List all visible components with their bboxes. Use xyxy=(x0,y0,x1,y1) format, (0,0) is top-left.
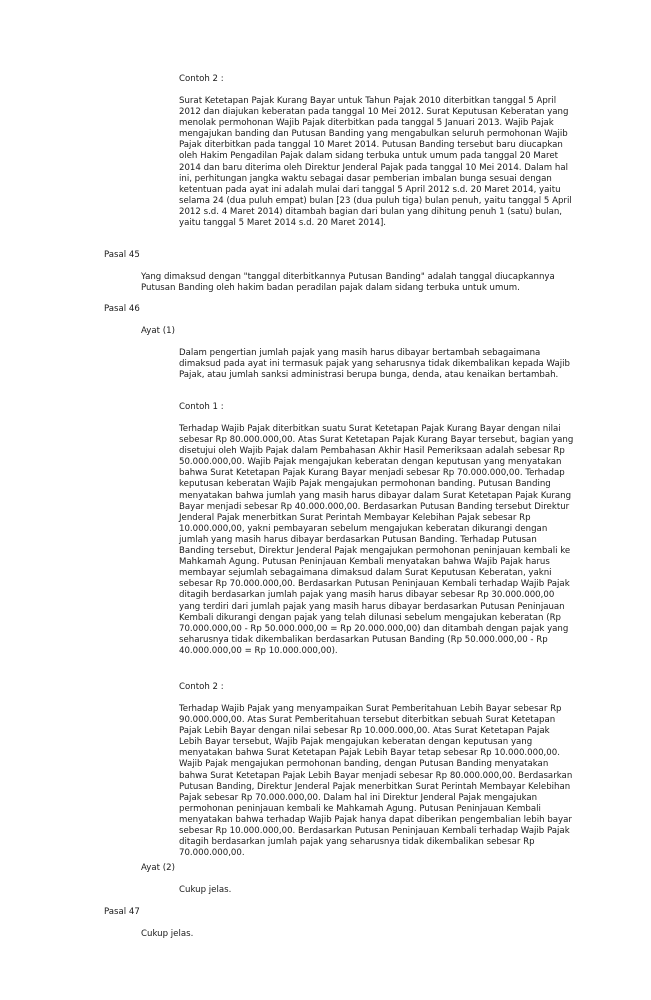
pasal-47-paragraph: Cukup jelas. xyxy=(141,929,194,939)
pasal-47-heading: Pasal 47 xyxy=(104,907,140,917)
pasal-45-paragraph: Yang dimaksud dengan "tanggal diterbitkannya Putusan Banding" adalah tanggal diucapkannya Putusan Banding oleh hakim badan peradilan pajak dalam sidang terbuka untuk umum. xyxy=(141,272,555,294)
ayat-1-paragraph: Dalam pengertian jumlah pajak yang masih harus dibayar bertambah sebagaimana dimaksud pada ayat ini termasuk pajak yang seharusnya tidak dikembalikan kepada Wajib Pajak, atau jumlah sanksi administrasi berupa bunga, denda, atau kenaikan bertambah. xyxy=(179,348,570,381)
pasal-45-heading: Pasal 45 xyxy=(104,250,140,260)
ayat-2-paragraph: Cukup jelas. xyxy=(179,885,232,895)
contoh-2-paragraph: Surat Ketetapan Pajak Kurang Bayar untuk Tahun Pajak 2010 diterbitkan tanggal 5 April 2012 dan diajukan keberatan pada tanggal 10 Mei 2012. Surat Keputusan Keberatan yang menolak permohonan Wajib Pajak diterbitkan pada tanggal 5 Januari 2013. Wajib Pajak mengajukan banding dan Putusan Banding yang mengabulkan seluruh permohonan Wajib Pajak diterbitkan pada tanggal 10 Maret 2014. Putusan Banding tersebut baru diucapkan oleh Hakim Pengadilan Pajak dalam sidang terbuka untuk umum pada tanggal 20 Maret 2014 dan baru diterima oleh Direktur Jenderal Pajak pada tanggal 10 Mei 2014. Dalam hal ini, perhitungan jangka waktu sebagai dasar pemberian imbalan bunga sesuai dengan ketentuan pada ayat ini adalah mulai dari tanggal 5 April 2012 s.d. 20 Maret 2014, yaitu selama 24 (dua puluh empat) bulan [23 (dua puluh tiga) bulan penuh, yaitu tanggal 5 April 2012 s.d. 4 Maret 2014) ditambah bagian dari bulan yang dihitung penuh 1 (satu) bulan, yaitu tanggal 5 Maret 2014 s.d. 20 Maret 2014]. xyxy=(179,96,572,229)
contoh-2-label: Contoh 2 : xyxy=(179,74,224,84)
contoh-2-paragraph: Terhadap Wajib Pajak yang menyampaikan Surat Pemberitahuan Lebih Bayar sebesar Rp 90.000.000,00. Atas Surat Pemberitahuan tersebut diterbitkan sebuah Surat Ketetapan Pajak Lebih Bayar dengan nilai sebesar Rp 10.000.000,00. Atas Surat Ketetapan Pajak Lebih Bayar tersebut, Wajib Pajak mengajukan keberatan dengan keputusan yang menyatakan bahwa Surat Ketetapan Pajak Lebih Bayar tetap sebesar Rp 10.000.000,00. Wajib Pajak mengajukan permohonan banding, dengan Putusan Banding menyatakan bahwa Surat Ketetapan Pajak Lebih Bayar menjadi sebesar Rp 80.000.000,00. Berdasarkan Putusan Banding, Direktur Jenderal Pajak menerbitkan Surat Perintah Membayar Kelebihan Pajak sebesar Rp 70.000.000,00. Dalam hal ini Direktur Jenderal Pajak mengajukan permohonan peninjauan kembali ke Mahkamah Agung. Putusan Peninjauan Kembali menyatakan bahwa terhadap Wajib Pajak hanya dapat diberikan pengembalian lebih bayar sebesar Rp 10.000.000,00. Berdasarkan Putusan Peninjauan Kembali terhadap Wajib Pajak ditagih berdasarkan jumlah pajak yang seharusnya tidak dikembalikan sebesar Rp 70.000.000,00. xyxy=(179,704,573,859)
contoh-2-label: Contoh 2 : xyxy=(179,682,224,692)
ayat-2-label: Ayat (2) xyxy=(141,863,175,873)
ayat-1-label: Ayat (1) xyxy=(141,326,175,336)
pasal-46-heading: Pasal 46 xyxy=(104,304,140,314)
contoh-1-paragraph: Terhadap Wajib Pajak diterbitkan suatu Surat Ketetapan Pajak Kurang Bayar dengan nilai sebesar Rp 80.000.000,00. Atas Surat Ketetapan Pajak Kurang Bayar tersebut, bagian yang disetujui oleh Wajib Pajak dalam Pembahasan Akhir Hasil Pemeriksaan adalah sebesar Rp 50.000.000,00. Wajib Pajak mengajukan keberatan dengan keputusan yang menyatakan bahwa Surat Ketetapan Pajak Kurang Bayar menjadi sebesar Rp 70.000.000,00. Terhadap keputusan keberatan Wajib Pajak mengajukan permohonan banding. Putusan Banding menyatakan bahwa jumlah yang masih harus dibayar dalam Surat Ketetapan Pajak Kurang Bayar menjadi sebesar Rp 40.000.000,00. Berdasarkan Putusan Banding tersebut Direktur Jenderal Pajak menerbitkan Surat Perintah Membayar Kelebihan Pajak sebesar Rp 10.000.000,00, yakni pembayaran sebelum mengajukan keberatan dikurangi dengan jumlah yang masih harus dibayar berdasarkan Putusan Banding. Terhadap Putusan Banding tersebut, Direktur Jenderal Pajak mengajukan permohonan peninjauan kembali ke Mahkamah Agung. Putusan Peninjauan Kembali menyatakan bahwa Wajib Pajak harus membayar sejumlah sebagaimana dimaksud dalam Surat Keputusan Keberatan, yakni sebesar Rp 70.000.000,00. Berdasarkan Putusan Peninjauan Kembali terhadap Wajib Pajak ditagih berdasarkan jumlah pajak yang masih harus dibayar sebesar Rp 30.000.000,00 yang terdiri dari jumlah pajak yang masih harus dibayar berdasarkan Putusan Peninjauan Kembali dikurangi dengan pajak yang telah dilunasi sebelum mengajukan keberatan (Rp 70.000.000,00 - Rp 50.000.000,00 = Rp 20.000.000,00) dan ditambah dengan pajak yang seharusnya tidak dikembalikan berdasarkan Putusan Banding (Rp 50.000.000,00 - Rp 40.000.000,00 = Rp 10.000.000,00). xyxy=(179,424,574,656)
contoh-1-label: Contoh 1 : xyxy=(179,402,224,412)
